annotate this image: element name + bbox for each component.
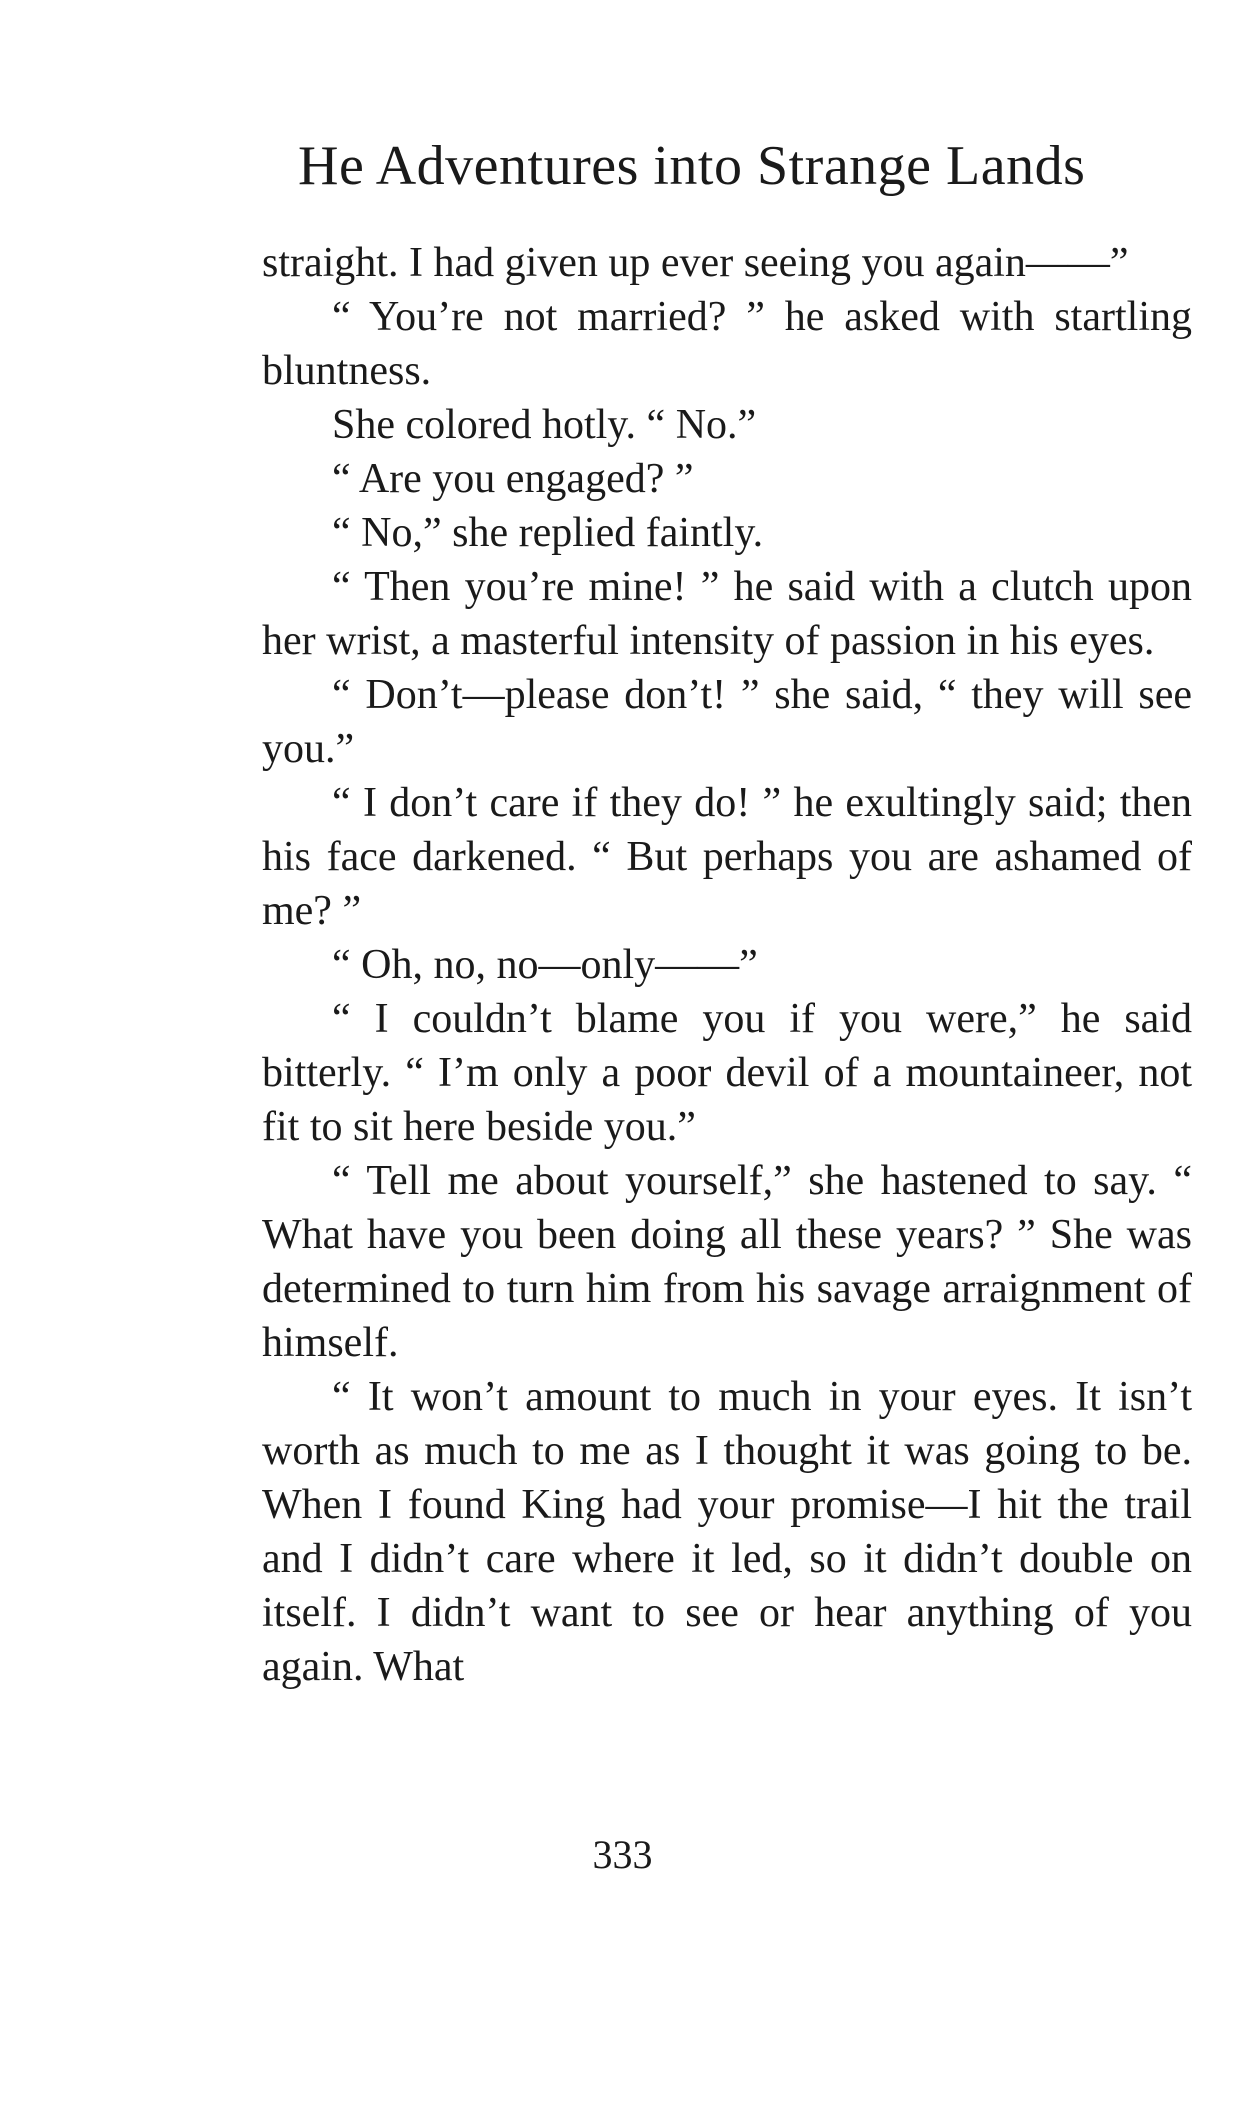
paragraph: “ Are you engaged? ”: [332, 456, 694, 502]
paragraph: “ I don’t care if they do! ” he exultingly said; then his face darkened. “ But perhaps you are ashamed of me? ”: [262, 780, 1192, 934]
paragraph: “ Oh, no, no—only——”: [332, 942, 758, 988]
paragraph: “ Then you’re mine! ” he said with a clutch upon her wrist, a masterful intensity of passion in his eyes.: [262, 564, 1192, 664]
paragraph: “ I couldn’t blame you if you were,” he said bitterly. “ I’m only a poor devil of a mountaineer, not fit to sit here beside you.”: [262, 996, 1192, 1150]
paragraph: She colored hotly. “ No.”: [332, 402, 757, 448]
paragraph: “ You’re not married? ” he asked with startling bluntness.: [262, 294, 1192, 394]
paragraph: straight. I had given up ever seeing you again——”: [262, 240, 1129, 286]
paragraph: “ Tell me about yourself,” she hastened to say. “ What have you been doing all these years? ” She was determined to turn him from his savage arraignment of himself.: [262, 1158, 1192, 1366]
running-title: He Adventures into Strange Lands: [298, 135, 1086, 197]
paragraph: “ Don’t—please don’t! ” she said, “ they will see you.”: [262, 672, 1192, 772]
page-number: 333: [592, 1832, 653, 1877]
body-text: [262, 236, 1192, 1694]
paragraph: “ No,” she replied faintly.: [332, 510, 764, 556]
paragraph: “ It won’t amount to much in your eyes. It isn’t worth as much to me as I thought it was going to be. When I found King had your promise—I hit the trail and I didn’t care where it led, so it didn’t double on itself. I didn’t want to see or hear anything of you again. What: [262, 1374, 1192, 1690]
